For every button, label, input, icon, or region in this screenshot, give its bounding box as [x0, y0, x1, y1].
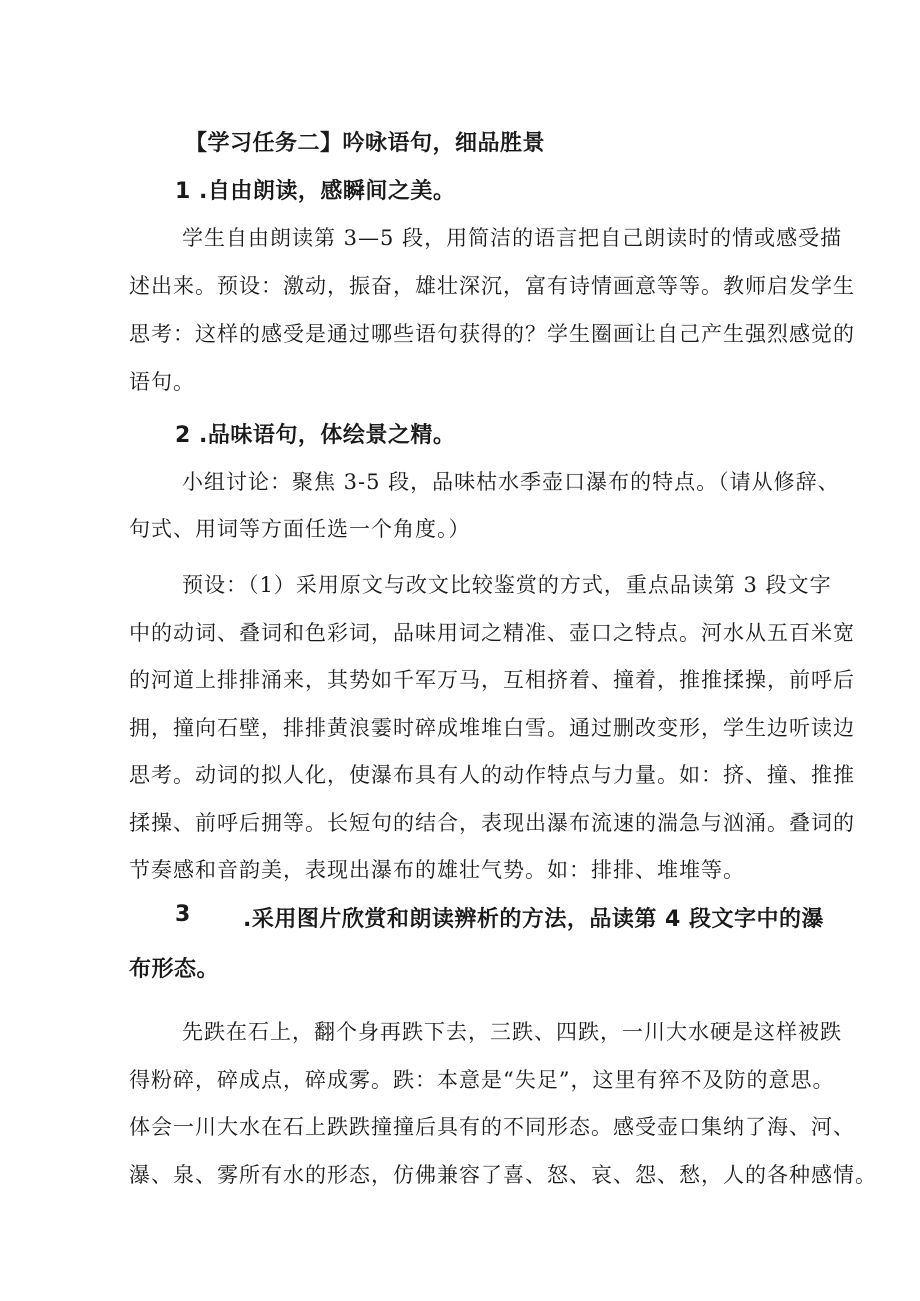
section-1-line: 语句。 — [129, 370, 195, 394]
section-1-line: 述出来。预设：激动，振奋，雄壮深沉，富有诗情画意等等。教师启发学生 — [129, 274, 855, 298]
section-3-line: 得粉碎，碎成点，碎成雾。跌：本意是“失足”，这里有猝不及防的意思。 — [129, 1068, 835, 1092]
preset-line: 节奏感和音韵美，表现出瀑布的雄壮气势。如：排排、堆堆等。 — [129, 858, 745, 882]
section-3-line: 体会一川大水在石上跌跌撞撞后具有的不同形态。感受壶口集纳了海、河、 — [129, 1115, 855, 1139]
preset-line: 的河道上排排涌来，其势如千军万马，互相挤着、撞着，推推揉操，前呼后 — [129, 668, 855, 692]
preset-line: 揉操、前呼后拥等。长短句的结合，表现出瀑布流速的湍急与汹涌。叠词的 — [129, 811, 855, 835]
discussion-line: 句式、用词等方面任选一个角度。） — [129, 517, 471, 541]
section-1-line: 学生自由朗读第 3—5 段，用简洁的语言把自己朗读时的情或感受描 — [182, 226, 843, 250]
section-3-line: 先跌在石上，翻个身再跌下去，三跌、四跌，一川大水硬是这样被跌 — [182, 1020, 842, 1044]
preset-line: 思考。动词的拟人化，使瀑布具有人的动作特点与力量。如：挤、撞、推推 — [129, 763, 855, 787]
preset-line: 拥，撞向石壁，排排黄浪霎时碎成堆堆白雪。通过删改变形，学生边听读边 — [129, 716, 855, 740]
preset-line: 预设：（1）采用原文与改文比较鉴赏的方式，重点品读第 3 段文字 — [182, 573, 832, 597]
section-3-heading: .采用图片欣赏和朗读辨析的方法，品读第 4 段文字中的瀑 — [243, 907, 824, 932]
section-1-line: 思考：这样的感受是通过哪些语句获得的？学生圈画让自己产生强烈感觉的 — [129, 322, 855, 346]
section-3-number: 3 — [175, 902, 191, 927]
section-3-heading-continued: 布形态。 — [129, 957, 220, 982]
section-2-heading: 2 .品味语句，体绘景之精。 — [175, 423, 456, 448]
task-title: 【学习任务二】吟咏语句，细品胜景 — [185, 131, 546, 156]
section-3-line: 瀑、泉、雾所有水的形态，仿佛兼容了喜、怒、哀、怨、愁，人的各种感情。 — [129, 1163, 877, 1187]
section-1-heading: 1 .自由朗读，感瞬间之美。 — [175, 179, 456, 204]
discussion-line: 小组讨论：聚焦 3-5 段，品味枯水季壶口瀑布的特点。（请从修辞、 — [182, 470, 840, 494]
preset-line: 中的动词、叠词和色彩词，品味用词之精准、壶口之特点。河水从五百米宽 — [129, 621, 855, 645]
